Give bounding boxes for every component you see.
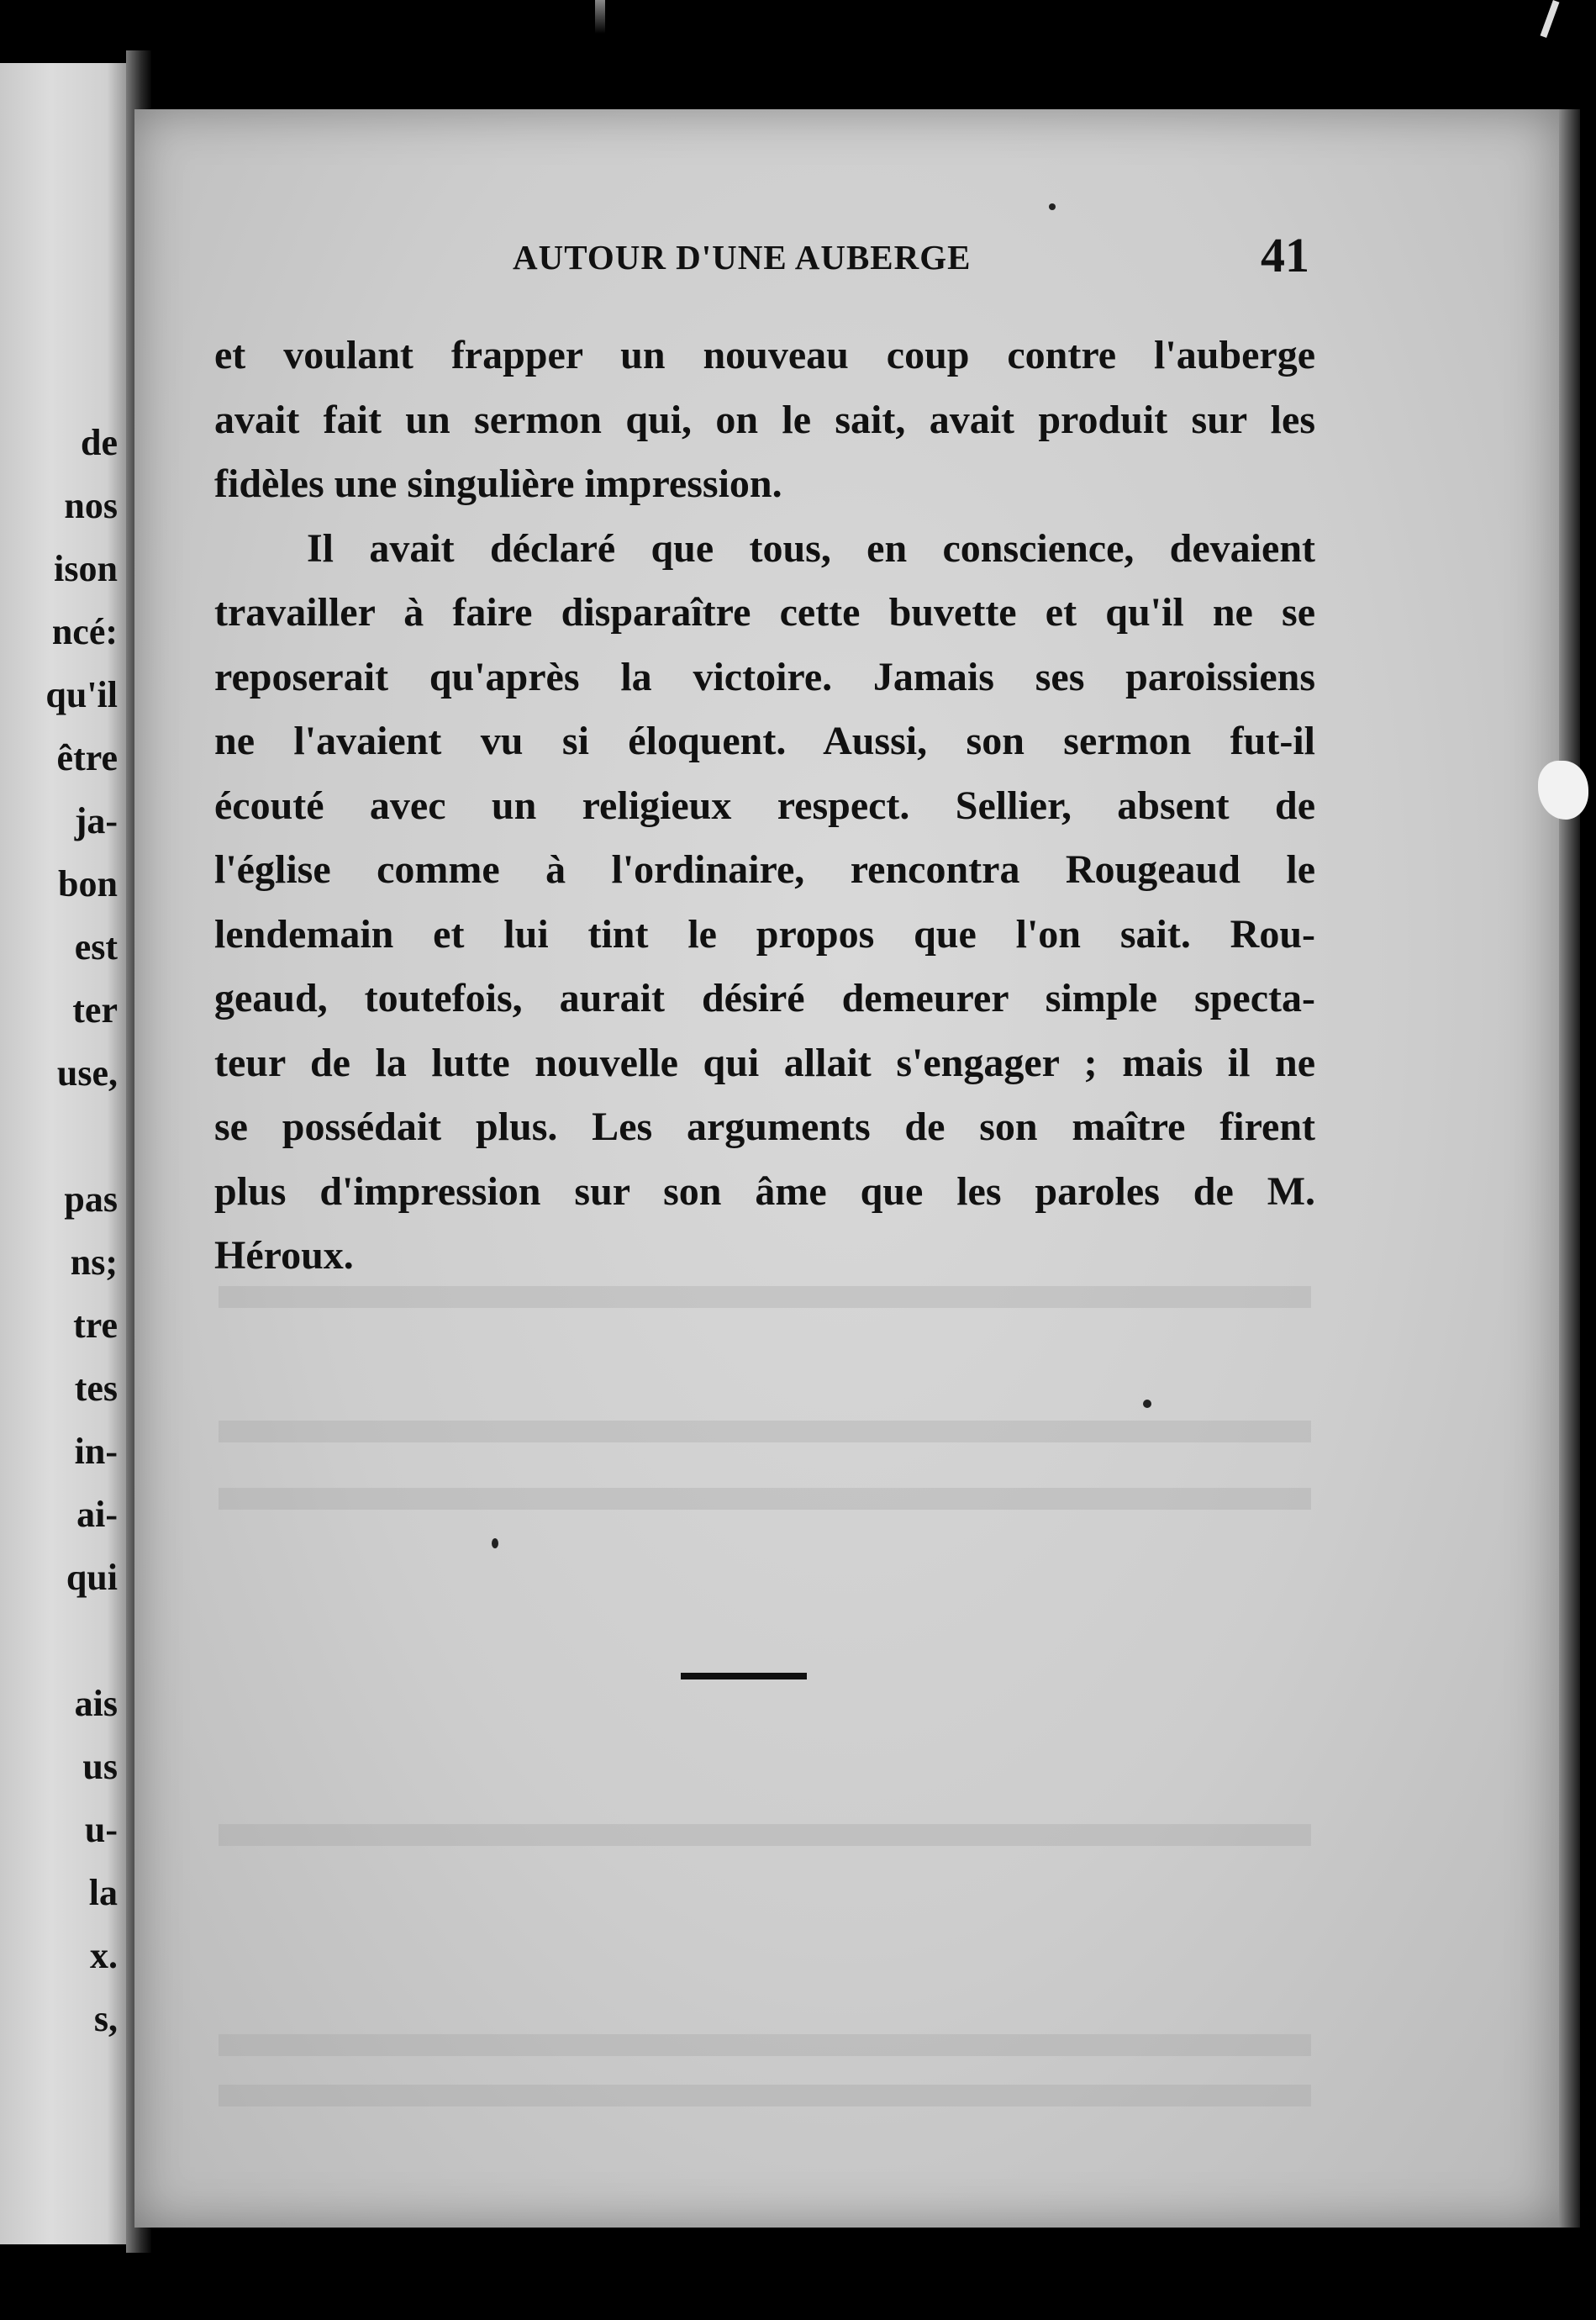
scan-artifact-top bbox=[595, 0, 605, 34]
text-line: travailler à faire disparaître cette buvette et qu'il ne se bbox=[214, 590, 1315, 635]
fringe-word: s, bbox=[93, 1998, 118, 2039]
text-line: geaud, toutefois, aurait désiré demeurer simple specta- bbox=[214, 976, 1315, 1020]
fringe-word: tes bbox=[74, 1368, 118, 1409]
section-end-rule bbox=[681, 1673, 807, 1679]
show-through bbox=[219, 1421, 1311, 1442]
text-line: et voulant frapper un nouveau coup contre l'auberge bbox=[214, 333, 1315, 377]
running-title: AUTOUR D'UNE AUBERGE bbox=[513, 238, 972, 277]
fringe-word: de bbox=[81, 422, 118, 463]
fringe-word: use, bbox=[56, 1052, 118, 1094]
fringe-word: est bbox=[74, 926, 118, 968]
fringe-word: ai- bbox=[76, 1494, 118, 1535]
text-line: Il avait déclaré que tous, en conscience, devaient bbox=[307, 525, 1315, 571]
fringe-word: ais bbox=[74, 1683, 118, 1724]
fringe-word: ison bbox=[54, 548, 118, 589]
fringe-word: ncé: bbox=[51, 611, 118, 652]
fringe-word: ter bbox=[72, 989, 118, 1031]
scan-speck bbox=[492, 1538, 498, 1548]
fringe-word: ns; bbox=[70, 1242, 118, 1283]
scan-speck bbox=[1049, 203, 1056, 210]
fringe-word: us bbox=[82, 1746, 118, 1787]
show-through bbox=[219, 2034, 1311, 2056]
paragraph bbox=[214, 324, 1315, 517]
show-through bbox=[219, 1824, 1311, 1846]
fringe-word: u- bbox=[84, 1809, 118, 1850]
fringe-word: ja- bbox=[74, 800, 118, 841]
text-line: teur de la lutte nouvelle qui allait s'engager ; mais il ne bbox=[214, 1040, 1315, 1085]
text-line: l'église comme à l'ordinaire, rencontra Rougeaud le bbox=[214, 847, 1315, 892]
text-line: reposerait qu'après la victoire. Jamais ses paroissiens bbox=[214, 654, 1315, 699]
fringe-word: la bbox=[88, 1872, 118, 1913]
page-body bbox=[214, 324, 1315, 1289]
text-line: lendemain et lui tint le propos que l'on sait. Rou- bbox=[214, 911, 1315, 957]
text-line: se possédait plus. Les arguments de son maître firent bbox=[214, 1105, 1315, 1149]
text-line: plus d'impression sur son âme que les paroles de M. bbox=[214, 1168, 1315, 1214]
fringe-word: tre bbox=[73, 1305, 118, 1346]
fringe-word: nos bbox=[64, 485, 118, 526]
text-line: Héroux. bbox=[214, 1233, 354, 1278]
fringe-word: qu'il bbox=[45, 674, 118, 715]
fringe-word: bon bbox=[58, 863, 118, 904]
paragraph bbox=[214, 517, 1315, 1289]
show-through bbox=[219, 1286, 1311, 1308]
fringe-word: pas bbox=[64, 1178, 118, 1220]
text-line: fidèles une singulière impression. bbox=[214, 461, 782, 506]
page-number: 41 bbox=[1261, 228, 1309, 282]
show-through bbox=[219, 1488, 1311, 1510]
fringe-word: être bbox=[56, 737, 118, 778]
text-line: ne l'avaient vu si éloquent. Aussi, son sermon fut-il bbox=[214, 719, 1315, 763]
text-line: avait fait un sermon qui, on le sait, avait produit sur les bbox=[214, 397, 1315, 442]
scan-speck bbox=[1143, 1400, 1151, 1408]
show-through bbox=[219, 2085, 1311, 2106]
fringe-word: x. bbox=[90, 1935, 118, 1976]
page-edge-shadow bbox=[1559, 109, 1580, 2228]
fringe-word: in- bbox=[74, 1431, 118, 1472]
fringe-word: qui bbox=[66, 1557, 118, 1598]
text-line: écouté avec un religieux respect. Sellier, absent de bbox=[214, 783, 1315, 828]
scan-artifact-corner bbox=[1541, 0, 1560, 38]
left-facing-page bbox=[0, 63, 126, 2244]
